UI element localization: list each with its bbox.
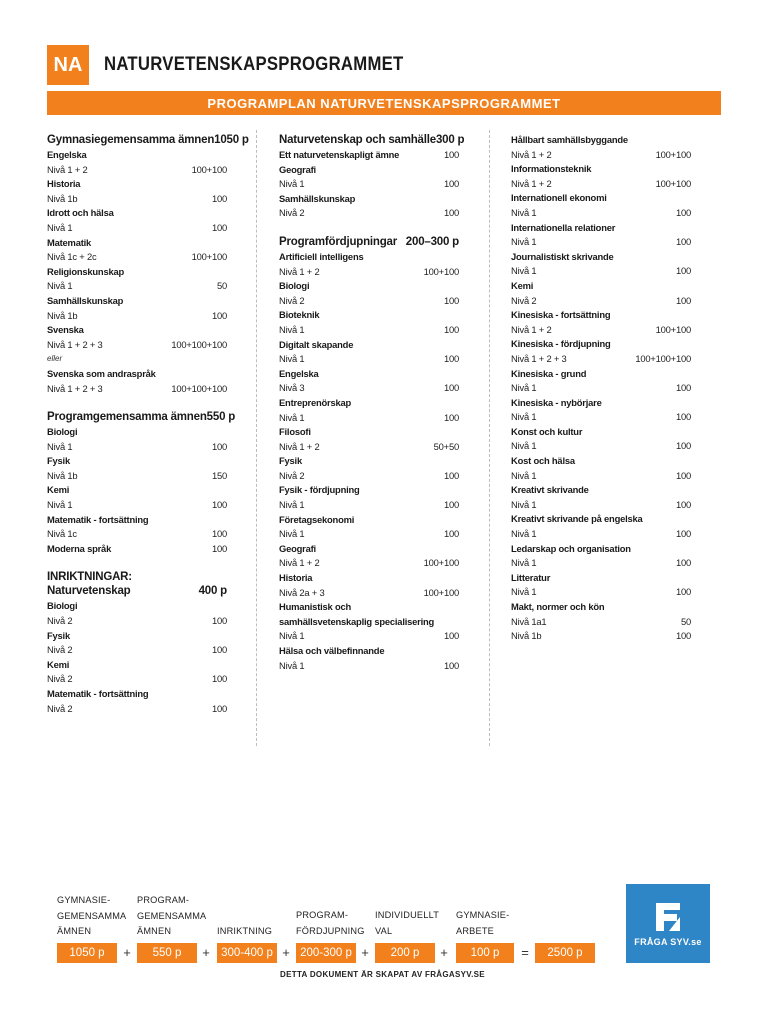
course-name: Kemi: [47, 484, 70, 496]
alternative-label: eller: [47, 354, 63, 364]
course-inline-row: Moderna språk 100: [47, 542, 227, 554]
course-level-row: Nivå 1 100: [511, 382, 691, 394]
course-name: Biologi: [279, 280, 310, 292]
section-header-gymnasiegemensamma: [47, 133, 249, 148]
course-level-row: Nivå 2a + 3 100+100: [279, 586, 459, 598]
course-level-row: Nivå 1 + 2 + 3 100+100+100: [47, 382, 227, 394]
course-level-row: Nivå 1 100: [511, 498, 691, 510]
course-level-row: Nivå 1 100: [279, 323, 459, 335]
course-name: Religionskunskap: [47, 265, 125, 277]
course-name: Matematik: [47, 236, 92, 248]
course-inline-row: Ett naturvetenskapligt ämne 100: [279, 149, 459, 160]
course-name: Kreativt skrivande: [511, 484, 589, 496]
fragasyv-f-icon: [653, 901, 683, 933]
course-level-row: Nivå 1 50: [47, 280, 227, 292]
course-level-row: Nivå 1 + 2 100+100: [511, 323, 691, 335]
summary-label-inriktning: INRIKTNING: [217, 926, 273, 936]
plus-sign: +: [123, 945, 131, 960]
course-level-row: Nivå 2 100: [47, 644, 227, 656]
course-level-row: Nivå 1 100: [511, 411, 691, 423]
course-list-programgemensamma: [47, 425, 227, 556]
course-name: Kemi: [47, 658, 70, 670]
course-name: Kinesiska - fortsättning: [511, 309, 611, 321]
course-name: Entreprenörskap: [279, 396, 352, 408]
course-name: Filosofi: [279, 426, 311, 438]
course-name: Kinesiska - grund: [511, 367, 587, 379]
footer-note: DETTA DOKUMENT ÄR SKAPAT AV FRÅGASYV.SE: [280, 970, 485, 979]
course-level-row: Nivå 1a1 50: [511, 615, 691, 627]
course-level-row: Nivå 1 100: [511, 528, 691, 540]
plus-sign: +: [282, 945, 290, 960]
course-name: Kinesiska - nybörjare: [511, 396, 602, 408]
course-list-naturvetenskap-och-samhalle: [279, 148, 459, 221]
course-name: Fysik: [279, 455, 302, 467]
course-level-row: Nivå 1 + 2 100+100: [47, 163, 227, 175]
course-name: Digitalt skapande: [279, 338, 354, 350]
course-list-programfordjupningar-cont: [511, 133, 691, 644]
course-level-row: Nivå 1b 100: [47, 192, 227, 204]
section-header-inriktning: [47, 584, 227, 599]
course-name: Svenska som andraspråk: [47, 367, 156, 379]
course-level-row: Nivå 3 100: [279, 382, 459, 394]
course-name: Engelska: [47, 149, 87, 160]
course-name: Litteratur: [511, 571, 551, 583]
course-name: Svenska: [47, 324, 84, 336]
course-level-row: Nivå 2 100: [47, 615, 227, 627]
course-name: Internationell ekonomi: [511, 192, 607, 204]
course-level-row: Nivå 1 100: [511, 440, 691, 452]
equals-sign: =: [521, 945, 529, 960]
course-name: Samhällskunskap: [279, 192, 356, 204]
course-name: Samhällskunskap: [47, 294, 124, 306]
summary-value-total: 2500 p: [535, 943, 595, 963]
section-points: 550 p: [206, 411, 236, 424]
summary-value-individuellt-val: 200 p: [375, 943, 435, 963]
course-level-row: Nivå 1 + 2 100+100: [279, 557, 459, 569]
course-name: Biologi: [47, 426, 78, 438]
course-level-row: Nivå 1 100: [511, 265, 691, 277]
course-level-row: Nivå 1 100: [511, 586, 691, 598]
programplan-banner: PROGRAMPLAN NATURVETENSKAPSPROGRAMMET: [47, 91, 721, 115]
course-name: Fysik - fördjupning: [279, 484, 360, 496]
course-name: Informationsteknik: [511, 163, 592, 175]
course-name: Hållbart samhällsbyggande: [511, 134, 628, 145]
course-name: Matematik - fortsättning: [47, 513, 149, 525]
course-list-programfordjupningar: [279, 250, 459, 673]
section-title: Naturvetenskap och samhälle: [279, 134, 436, 146]
course-level-row: Nivå 1 100: [279, 528, 459, 540]
course-name: Makt, normer och kön: [511, 601, 605, 612]
course-name: Historia: [47, 178, 81, 190]
course-name: samhällsvetenskaplig specialisering: [279, 615, 435, 627]
course-level-row: Nivå 1 100: [279, 630, 459, 642]
course-level-row: Nivå 2 100: [279, 207, 459, 219]
column-divider: [256, 130, 257, 746]
column-divider: [489, 130, 490, 746]
summary-label-programgemensamma: PROGRAM- GEMENSAMMA ÄMNEN: [137, 895, 207, 936]
summary-label-gymnasiearbete: GYMNASIE- ARBETE: [456, 910, 510, 936]
course-name: Fysik: [47, 455, 70, 467]
course-level-row: Nivå 1b 100: [47, 309, 227, 321]
course-name: Geografi: [279, 542, 316, 554]
fragasyv-logo: [626, 884, 710, 963]
course-level-row: Nivå 1 100: [279, 353, 459, 365]
course-level-row: Nivå 1 + 2 + 3 100+100+100: [511, 352, 691, 364]
section-title: Programgemensamma ämnen: [47, 411, 207, 424]
column-left: [47, 130, 249, 716]
course-list-gymnasiegemensamma: [47, 148, 227, 396]
summary-label-gymnasiegemensamma: GYMNASIE- GEMENSAMMA ÄMNEN: [57, 895, 127, 936]
course-level-row: Nivå 2 100: [511, 294, 691, 306]
course-level-row: Nivå 2 100: [279, 294, 459, 306]
course-level-row: Nivå 1 100: [279, 178, 459, 190]
course-level-row: Nivå 1 100: [511, 236, 691, 248]
course-level-row: Nivå 1b 150: [47, 469, 227, 481]
section-header-naturvetenskap-och-samhalle: [279, 133, 465, 148]
inriktningar-label: INRIKTNINGAR:: [47, 571, 132, 584]
section-points: 200–300 p: [405, 235, 459, 248]
course-name: Kost och hälsa: [511, 455, 575, 467]
course-name: Hälsa och välbefinnande: [279, 645, 385, 656]
course-list-inriktning: [47, 599, 227, 716]
course-name: Matematik - fortsättning: [47, 688, 149, 699]
summary-value-programfordjupning: 200-300 p: [296, 943, 356, 963]
plus-sign: +: [440, 945, 448, 960]
section-title: Naturvetenskap: [47, 585, 131, 598]
section-header-programgemensamma: [47, 410, 236, 425]
section-points: 1050 p: [214, 134, 249, 146]
course-level-row: Nivå 1 + 2 100+100: [511, 177, 691, 189]
fragasyv-logo-text: FRÅGA SYV.se: [634, 936, 702, 947]
course-name: Ledarskap och organisation: [511, 542, 631, 554]
plus-sign: +: [361, 945, 369, 960]
section-points: 300 p: [435, 134, 465, 146]
course-name: Biologi: [47, 600, 78, 612]
course-level-row: Nivå 1c + 2c 100+100: [47, 251, 227, 263]
course-level-row: Nivå 1 100: [279, 499, 459, 511]
section-title: Gymnasiegemensamma ämnen: [47, 134, 215, 146]
section-header-programfordjupningar: [279, 235, 459, 250]
section-title: Programfördjupningar: [279, 235, 398, 248]
summary-value-programgemensamma: 550 p: [137, 943, 197, 963]
course-name: Artificiell intelligens: [279, 250, 364, 262]
course-level-row: Nivå 1 100: [279, 411, 459, 423]
course-name: Historia: [279, 572, 313, 584]
course-name: Humanistisk och: [279, 601, 352, 613]
course-level-row: Nivå 1 100: [511, 206, 691, 218]
course-level-row: Nivå 1 + 2 100+100: [279, 265, 459, 277]
course-name: Kemi: [511, 279, 534, 291]
course-name: Konst och kultur: [511, 425, 583, 437]
course-level-row: Nivå 1c 100: [47, 528, 227, 540]
course-name: Internationella relationer: [511, 221, 616, 233]
course-name: Kreativt skrivande på engelska: [511, 513, 643, 525]
summary-label-programfordjupning: PROGRAM- FÖRDJUPNING: [296, 910, 365, 936]
course-level-row: Nivå 1 100: [47, 221, 227, 233]
course-name: Geografi: [279, 163, 316, 175]
course-level-row: Nivå 1 100: [279, 659, 459, 671]
summary-value-gymnasiearbete: 100 p: [456, 943, 514, 963]
course-level-row: Nivå 1 + 2 100+100: [511, 148, 691, 160]
section-points: 400 p: [198, 585, 227, 598]
column-right: [511, 130, 691, 644]
summary-label-individuellt-val: INDIVIDUELLT VAL: [375, 910, 440, 936]
course-level-row: Nivå 1 100: [511, 557, 691, 569]
course-name: Bioteknik: [279, 309, 320, 321]
course-level-row: Nivå 1 100: [47, 499, 227, 511]
plus-sign: +: [202, 945, 210, 960]
course-name: Journalistiskt skrivande: [511, 250, 614, 262]
program-badge: NA: [47, 45, 89, 85]
course-level-row: Nivå 2 100: [279, 469, 459, 481]
course-name: Idrott och hälsa: [47, 207, 114, 219]
course-name: Engelska: [279, 367, 319, 379]
course-level-row: Nivå 2 100: [47, 673, 227, 685]
course-level-row: Nivå 1 + 2 50+50: [279, 440, 459, 452]
summary-value-inriktning: 300-400 p: [217, 943, 277, 963]
course-name: Fysik: [47, 629, 70, 641]
course-level-row: Nivå 2 100: [47, 702, 227, 714]
summary-value-gymnasiegemensamma: 1050 p: [57, 943, 117, 963]
course-level-row: Nivå 1b 100: [511, 630, 691, 642]
course-level-row: Nivå 1 + 2 + 3 100+100+100: [47, 338, 227, 350]
page-title: NATURVETENSKAPSPROGRAMMET: [104, 54, 404, 75]
course-name: Företagsekonomi: [279, 513, 355, 525]
course-level-row: Nivå 1 100: [511, 469, 691, 481]
course-level-row: Nivå 1 100: [47, 440, 227, 452]
column-middle: [279, 130, 465, 673]
course-name: Kinesiska - fördjupning: [511, 338, 611, 350]
